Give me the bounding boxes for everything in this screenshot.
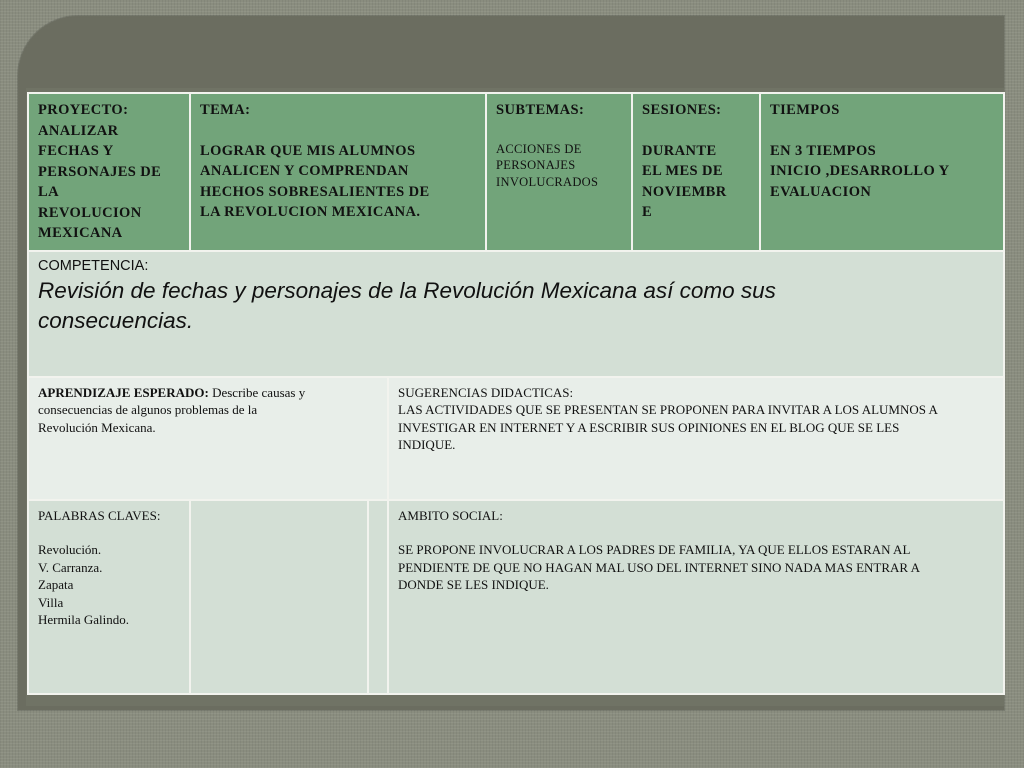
subtemas-line: ACCIONES DE <box>496 141 582 156</box>
sesiones-label: SESIONES: <box>642 102 722 118</box>
subtemas-line: PERSONAJES <box>496 158 576 172</box>
proyecto-line: REVOLUCION <box>38 204 142 221</box>
aprendizaje-line: Revolución Mexicana. <box>38 419 156 435</box>
proyecto-line: ANALIZAR <box>38 122 119 139</box>
tiempos-line: EN 3 TIEMPOS <box>770 142 877 159</box>
ambito-line: DONDE SE LES INDIQUE. <box>398 577 549 592</box>
competencia-cell <box>28 251 1004 377</box>
proyecto-cell <box>28 93 190 251</box>
proyecto-line: PERSONAJES DE <box>38 163 162 180</box>
tiempos-label: TIEMPOS <box>770 102 840 118</box>
tiempos-cell <box>760 93 1004 251</box>
lesson-plan-table <box>27 92 1005 695</box>
aprendizaje-line: consecuencias de algunos problemas de la <box>38 402 258 417</box>
palabras-ambito-row <box>28 500 1004 694</box>
competencia-label: COMPETENCIA: <box>38 257 149 274</box>
subtemas-label: SUBTEMAS: <box>496 102 585 118</box>
sesiones-line: E <box>642 204 653 220</box>
tema-line: LA REVOLUCION MEXICANA. <box>200 204 421 220</box>
proyecto-line: LA <box>38 184 59 200</box>
proyecto-label: PROYECTO: <box>38 102 129 118</box>
sugerencias-line: INDIQUE. <box>398 437 456 452</box>
tiempos-line: INICIO ,DESARROLLO Y <box>770 163 950 179</box>
tema-line: HECHOS SOBRESALIENTES DE <box>200 183 430 200</box>
subtemas-line: INVOLUCRADOS <box>496 174 599 189</box>
palabra-item: Villa <box>38 594 64 610</box>
tema-line: LOGRAR QUE MIS ALUMNOS <box>200 142 416 159</box>
tema-cell <box>190 93 486 251</box>
competencia-row <box>28 251 1004 377</box>
ambito-line: SE PROPONE INVOLUCRAR A LOS PADRES DE FAMILIA, YA QUE ELLOS ESTARAN AL <box>398 542 911 557</box>
sugerencias-cell <box>388 377 1004 500</box>
tema-line: ANALICEN Y COMPRENDAN <box>200 163 409 179</box>
competencia-line: consecuencias. <box>38 307 194 333</box>
aprendizaje-text: Describe causas y <box>208 384 306 400</box>
empty-cell <box>190 500 368 694</box>
sugerencias-line: INVESTIGAR EN INTERNET Y A ESCRIBIR SUS OPINIONES EN EL BLOG QUE SE LES <box>398 419 900 435</box>
palabras-label: PALABRAS CLAVES: <box>38 507 161 523</box>
subtemas-cell <box>486 93 632 251</box>
sugerencias-label: SUGERENCIAS DIDACTICAS: <box>398 384 574 400</box>
aprendizaje-row <box>28 377 1004 500</box>
palabra-item: V. Carranza. <box>38 559 103 575</box>
sugerencias-line: LAS ACTIVIDADES QUE SE PRESENTAN SE PROPONEN PARA INVITAR A LOS ALUMNOS A <box>398 402 938 417</box>
empty-narrow-cell <box>368 500 388 694</box>
header-row <box>28 93 1004 251</box>
aprendizaje-cell <box>28 377 388 500</box>
ambito-label: AMBITO SOCIAL: <box>398 507 503 523</box>
sesiones-line: NOVIEMBR <box>642 183 727 200</box>
competencia-line: Revisión de fechas y personajes de la Revolución Mexicana así como sus <box>38 277 776 303</box>
ambito-cell <box>388 500 1004 694</box>
ambito-line: PENDIENTE DE QUE NO HAGAN MAL USO DEL INTERNET SINO NADA MAS ENTRAR A <box>398 559 921 575</box>
palabra-item: Revolución. <box>38 542 102 557</box>
aprendizaje-label: APRENDIZAJE ESPERADO: <box>38 384 209 400</box>
tema-label: TEMA: <box>200 102 251 118</box>
tiempos-line: EVALUACION <box>770 183 872 200</box>
competencia-statement <box>38 276 994 336</box>
palabra-item: Hermila Galindo. <box>38 612 129 627</box>
proyecto-line: MEXICANA <box>38 225 123 241</box>
sesiones-cell <box>632 93 760 251</box>
palabras-cell <box>28 500 190 694</box>
palabra-item: Zapata <box>38 577 74 592</box>
proyecto-line: FECHAS Y <box>38 143 114 159</box>
sesiones-line: EL MES DE <box>642 163 723 179</box>
sesiones-line: DURANTE <box>642 142 717 159</box>
